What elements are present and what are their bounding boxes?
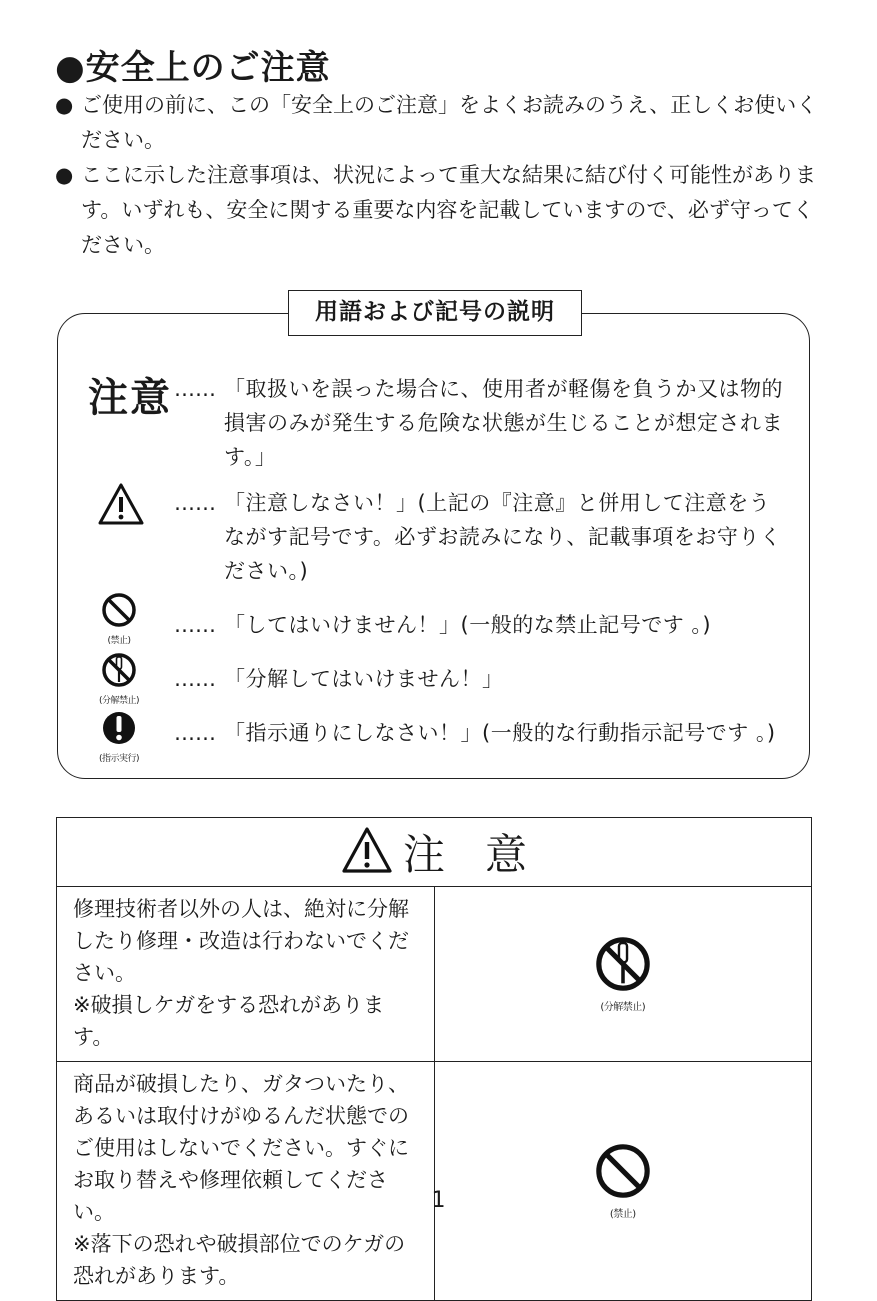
caution-note: ※破損しケガをする恐れがあります。: [73, 993, 385, 1049]
terms-title: 用語および記号の説明: [288, 290, 582, 336]
symbol-label: (禁止): [609, 1209, 636, 1220]
caution-row-icon: [434, 887, 812, 1062]
caution-row-text: [57, 887, 435, 1062]
symbol-label: (分解禁止): [98, 696, 140, 706]
caution-row-text: [57, 1062, 435, 1301]
no-disassembly-icon: [92, 652, 146, 706]
warning-triangle-icon: [94, 482, 148, 530]
term-caution-word: 注意: [88, 375, 172, 421]
page-number: 1: [431, 1188, 446, 1213]
caution-header: [57, 818, 812, 887]
intro-text: ここに示した注意事項は、状況によって重大な結果に結び付く可能性があります。いずれも、安全に関する重要な内容を記載していますので、必ず守ってください。: [81, 163, 816, 257]
mandatory-action-icon: [92, 710, 146, 764]
symbol-label: (指示実行): [98, 754, 140, 764]
term-description: 「してはいけません！」(一般的な禁止記号です 。): [224, 613, 712, 637]
leader-dots: ……: [174, 721, 216, 745]
caution-table: [56, 817, 812, 1301]
leader-dots: ……: [174, 491, 216, 515]
intro-text: ご使用の前に、この「安全上のご注意」をよくお読みのうえ、正しくお使いください。: [81, 93, 818, 152]
symbol-label: (禁止): [107, 636, 131, 646]
caution-title: 注意: [402, 830, 567, 879]
warning-triangle-icon: [341, 826, 393, 878]
intro-item: [55, 88, 825, 158]
term-description: 「指示通りにしなさい！」(一般的な行動指示記号です 。): [224, 721, 776, 745]
caution-row-icon: [434, 1062, 812, 1301]
symbol-label: (分解禁止): [600, 1002, 646, 1013]
leader-dots: ……: [174, 667, 216, 691]
prohibition-icon: [92, 592, 146, 646]
caution-line: 商品が破損したり、ガタついたり、あるいは取付けがゆるんだ状態でのご使用はしないでください。すぐにお取り替えや修理依頼してください。: [73, 1072, 409, 1224]
bullet-dot: ●: [55, 93, 74, 117]
leader-dots: ……: [174, 613, 216, 637]
term-description: 「分解してはいけません！」: [224, 667, 504, 691]
term-description: 「取扱いを誤った場合に、使用者が軽傷を負うか又は物的損害のみが発生する危険な状態が生じることが想定されます。」: [224, 377, 783, 469]
caution-line: 修理技術者以外の人は、絶対に分解したり修理・改造は行わないでください。: [73, 897, 409, 985]
bullet-dot: ●: [55, 163, 74, 187]
leader-dots: ……: [174, 377, 216, 401]
no-disassembly-icon: [594, 978, 652, 997]
caution-note: ※落下の恐れや破損部位でのケガの恐れがあります。: [73, 1232, 406, 1288]
page-title: ●安全上のご注意: [55, 48, 331, 88]
term-description: 「注意しなさい！」(上記の『注意』と併用して注意をうながす記号です。必ずお読みになり、記載事項をお守りください。): [224, 491, 782, 583]
intro-item: [55, 158, 825, 263]
